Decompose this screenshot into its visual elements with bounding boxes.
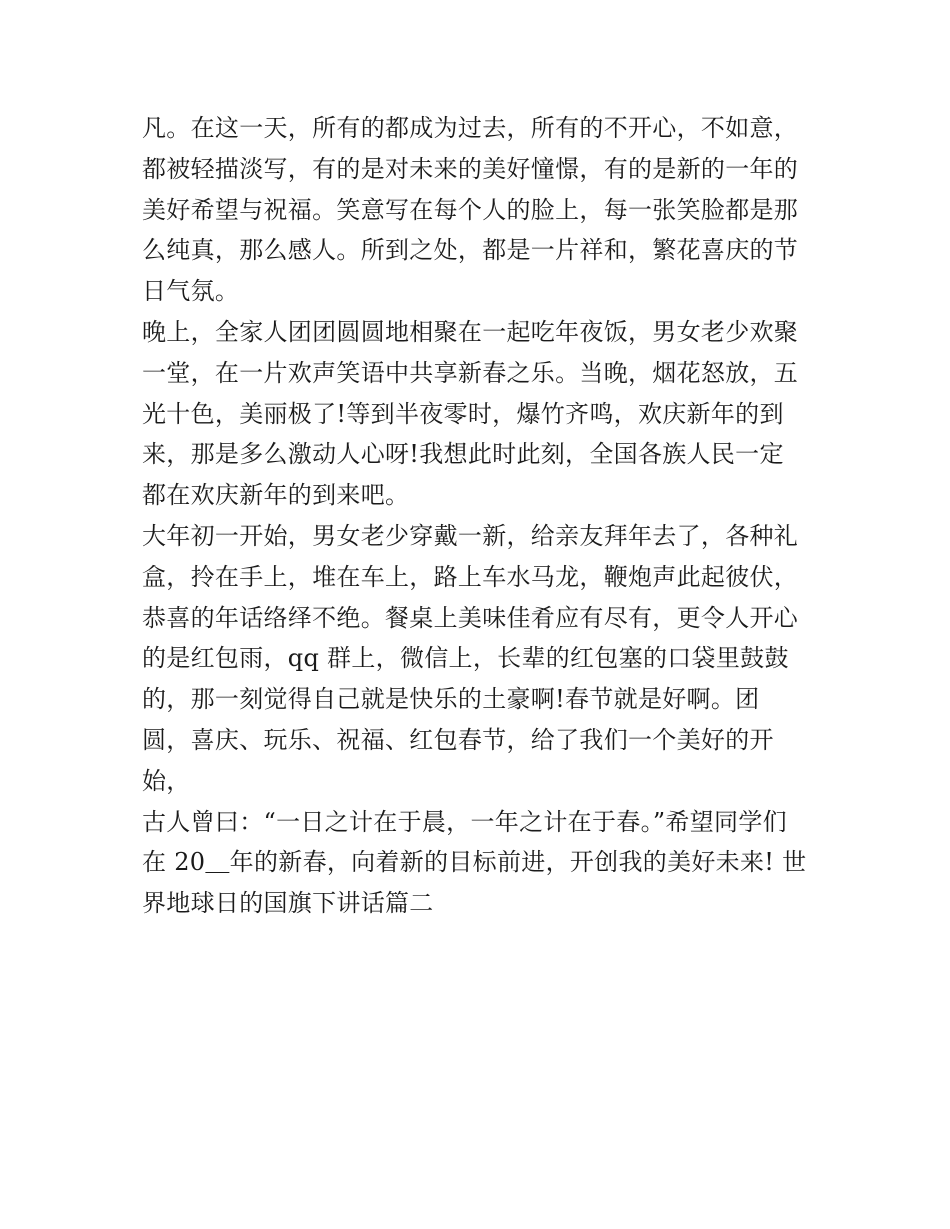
- text-line: 日气氛。: [142, 277, 240, 306]
- text-line: 的，那一刻觉得自己就是快乐的土豪啊!春节就是好啊。团: [142, 685, 760, 714]
- text-line: 光十色，美丽极了!等到半夜零时，爆竹齐鸣，欢庆新年的到: [142, 399, 784, 428]
- text-line: 都在欢庆新年的到来吧。: [142, 481, 410, 510]
- text-line: 盒，拎在手上，堆在车上，路上车水马龙，鞭炮声此起彼伏，: [142, 562, 799, 591]
- text-line: 在 20＿年的新春，向着新的目标前进，开创我的美好未来! 世: [142, 848, 807, 877]
- text-line: 古人曾曰：“一日之计在于晨，一年之计在于春。”希望同学们: [142, 807, 787, 836]
- text-line: 么纯真，那么感人。所到之处，都是一片祥和，繁花喜庆的节: [142, 236, 799, 265]
- text-line: 始，: [142, 766, 191, 795]
- text-line: 恭喜的年话络绎不绝。餐桌上美味佳肴应有尽有，更令人开心: [142, 603, 799, 632]
- document-body: [142, 108, 822, 924]
- text-line: 的是红包雨，qq 群上，微信上，长辈的红包塞的口袋里鼓鼓: [142, 644, 789, 673]
- text-line: 晚上，全家人团团圆圆地相聚在一起吃年夜饭，男女老少欢聚: [142, 317, 799, 346]
- text-line: 都被轻描淡写，有的是对未来的美好憧憬，有的是新的一年的: [142, 154, 799, 183]
- text-line: 来，那是多么激动人心呀!我想此时此刻，全国各族人民一定: [142, 440, 784, 469]
- text-line: 界地球日的国旗下讲话篇二: [142, 889, 434, 918]
- text-line: 美好希望与祝福。笑意写在每个人的脸上，每一张笑脸都是那: [142, 195, 799, 224]
- text-line: 大年初一开始，男女老少穿戴一新，给亲友拜年去了，各种礼: [142, 521, 799, 550]
- text-line: 凡。在这一天，所有的都成为过去，所有的不开心，不如意，: [142, 114, 799, 142]
- text-line: 圆，喜庆、玩乐、祝福、红包春节，给了我们一个美好的开: [142, 725, 774, 754]
- text-line: 一堂，在一片欢声笑语中共享新春之乐。当晚，烟花怒放，五: [142, 358, 799, 387]
